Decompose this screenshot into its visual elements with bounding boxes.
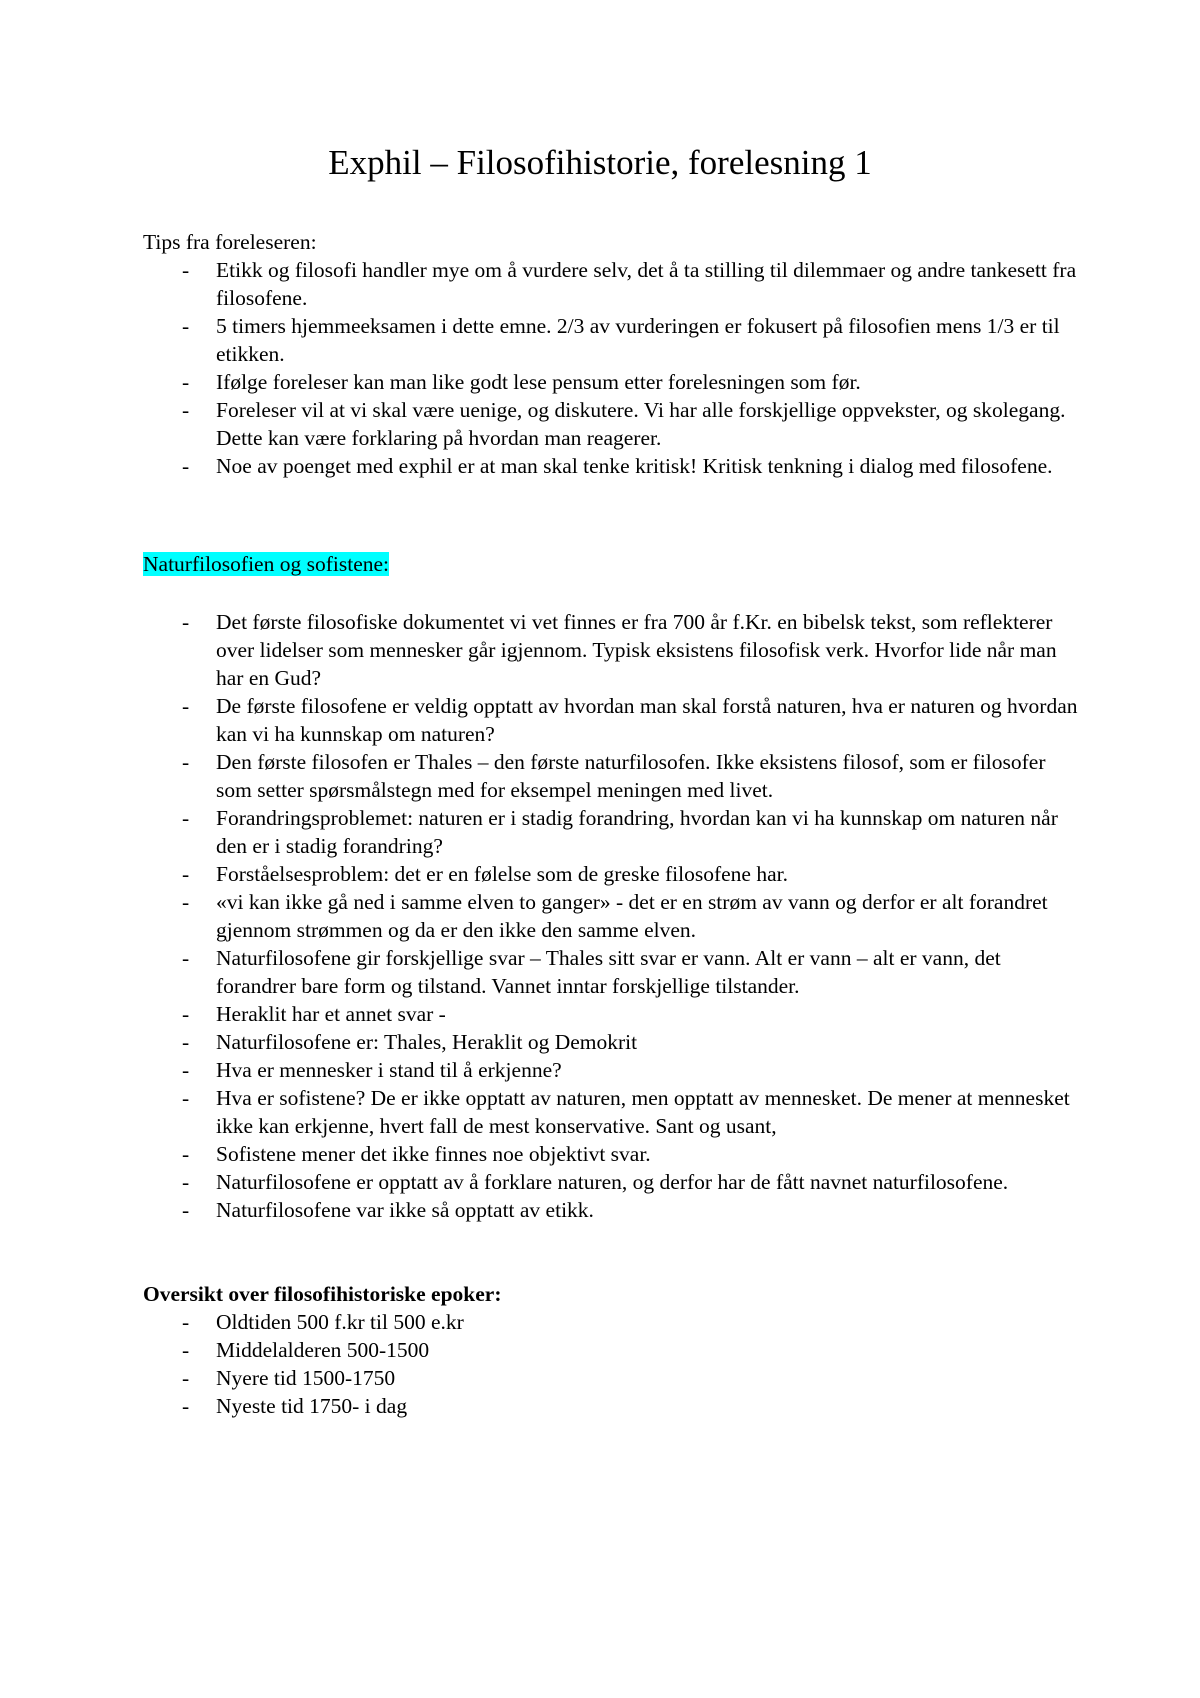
spacer (143, 480, 1083, 550)
naturfilosofi-list (143, 608, 1083, 1224)
list-item: - Nyeste tid 1750- i dag (143, 1392, 1083, 1420)
list-item: - Naturfilosofene gir forskjellige svar – Thales sitt svar er vann. Alt er vann – alt er vann, det forandrer bare form og tilstand. Vannet inntar forskjellige tilstander. (143, 944, 1083, 1000)
list-item: - «vi kan ikke gå ned i samme elven to ganger» - det er en strøm av vann og derfor er alt forandret gjennom strømmen og da er den ikke den samme elven. (143, 888, 1083, 944)
list-item: - Middelalderen 500-1500 (143, 1336, 1083, 1364)
list-item: - Det første filosofiske dokumentet vi vet finnes er fra 700 år f.Kr. en bibelsk tekst, som reflekterer over lidelser som mennesker går igjennom. Typisk eksistens filosofisk verk. Hvorfor lide når man har en Gud? (143, 608, 1083, 692)
list-item: - Foreleser vil at vi skal være uenige, og diskutere. Vi har alle forskjellige oppvekster, og skolegang. Dette kan være forklaring på hvordan man reagerer. (143, 396, 1083, 452)
list-item: - Den første filosofen er Thales – den første naturfilosofen. Ikke eksistens filosof, som er filosofer som setter spørsmålstegn med for eksempel meningen med livet. (143, 748, 1083, 804)
document-body (143, 228, 1083, 1420)
oversikt-heading: Oversikt over filosofihistoriske epoker: (143, 1282, 502, 1306)
list-item: - Naturfilosofene er: Thales, Heraklit og Demokrit (143, 1028, 1083, 1056)
list-item: - 5 timers hjemmeeksamen i dette emne. 2/3 av vurderingen er fokusert på filosofien mens 1/3 er til etikken. (143, 312, 1083, 368)
oversikt-section (143, 1280, 1083, 1420)
naturfilosofi-section (143, 550, 1083, 1224)
highlighted-heading-text: Naturfilosofien og sofistene: (143, 552, 390, 576)
tips-list (143, 256, 1083, 480)
list-item: - Naturfilosofene var ikke så opptatt av etikk. (143, 1196, 1083, 1224)
list-item: - Hva er sofistene? De er ikke opptatt av naturen, men opptatt av mennesket. De mener at mennesket ikke kan erkjenne, hvert fall de mest konservative. Sant og usant, (143, 1084, 1083, 1140)
page-title: Exphil – Filosofihistorie, forelesning 1 (328, 143, 872, 182)
list-item: - Hva er mennesker i stand til å erkjenne? (143, 1056, 1083, 1084)
list-item: - Nyere tid 1500-1750 (143, 1364, 1083, 1392)
list-item: - Naturfilosofene er opptatt av å forklare naturen, og derfor har de fått navnet naturfilosofene. (143, 1168, 1083, 1196)
spacer (143, 578, 1083, 608)
spacer (143, 1224, 1083, 1280)
tips-section (143, 228, 1083, 480)
list-item: - Oldtiden 500 f.kr til 500 e.kr (143, 1308, 1083, 1336)
oversikt-list (143, 1308, 1083, 1420)
list-item: - Noe av poenget med exphil er at man skal tenke kritisk! Kritisk tenkning i dialog med filosofene. (143, 452, 1083, 480)
list-item: - Sofistene mener det ikke finnes noe objektivt svar. (143, 1140, 1083, 1168)
list-item: - Forandringsproblemet: naturen er i stadig forandring, hvordan kan vi ha kunnskap om naturen når den er i stadig forandring? (143, 804, 1083, 860)
tips-heading: Tips fra foreleseren: (143, 230, 317, 254)
list-item: - De første filosofene er veldig opptatt av hvordan man skal forstå naturen, hva er naturen og hvordan kan vi ha kunnskap om naturen? (143, 692, 1083, 748)
naturfilosofi-heading (143, 550, 1083, 578)
list-item: - Ifølge foreleser kan man like godt lese pensum etter forelesningen som før. (143, 368, 1083, 396)
list-item: - Etikk og filosofi handler mye om å vurdere selv, det å ta stilling til dilemmaer og andre tankesett fra filosofene. (143, 256, 1083, 312)
list-item: - Heraklit har et annet svar - (143, 1000, 1083, 1028)
list-item: - Forståelsesproblem: det er en følelse som de greske filosofene har. (143, 860, 1083, 888)
